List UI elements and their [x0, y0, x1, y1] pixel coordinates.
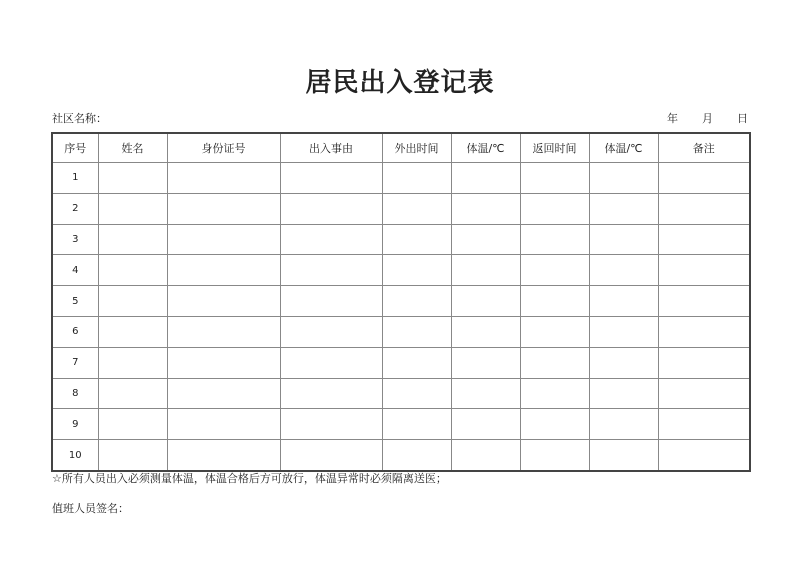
- date-fields: [667, 110, 748, 126]
- table-cell[interactable]: [658, 409, 750, 440]
- table-cell[interactable]: [658, 378, 750, 409]
- table-cell[interactable]: [98, 440, 167, 471]
- row-index: 2: [52, 193, 98, 224]
- column-header-out-time: 外出时间: [382, 133, 451, 163]
- row-index: 8: [52, 378, 98, 409]
- table-cell[interactable]: [98, 193, 167, 224]
- table-cell[interactable]: [98, 378, 167, 409]
- table-cell[interactable]: [520, 163, 589, 194]
- table-cell[interactable]: [167, 378, 280, 409]
- table-cell[interactable]: [520, 316, 589, 347]
- table-row: [52, 440, 750, 471]
- table-cell[interactable]: [451, 193, 520, 224]
- table-cell[interactable]: [658, 255, 750, 286]
- row-index: 10: [52, 440, 98, 471]
- table-row: [52, 224, 750, 255]
- table-cell[interactable]: [280, 347, 382, 378]
- table-cell[interactable]: [589, 409, 658, 440]
- table-cell[interactable]: [382, 163, 451, 194]
- table-cell[interactable]: [451, 378, 520, 409]
- table-cell[interactable]: [167, 163, 280, 194]
- table-cell[interactable]: [451, 163, 520, 194]
- table-cell[interactable]: [280, 255, 382, 286]
- table-cell[interactable]: [589, 347, 658, 378]
- table-cell[interactable]: [589, 163, 658, 194]
- column-header-name: 姓名: [98, 133, 167, 163]
- table-cell[interactable]: [589, 316, 658, 347]
- row-index: 9: [52, 409, 98, 440]
- table-cell[interactable]: [280, 378, 382, 409]
- table-cell[interactable]: [98, 255, 167, 286]
- table-cell[interactable]: [589, 440, 658, 471]
- row-index: 3: [52, 224, 98, 255]
- table-cell[interactable]: [382, 409, 451, 440]
- table-cell[interactable]: [98, 163, 167, 194]
- table-row: [52, 347, 750, 378]
- table-cell[interactable]: [382, 286, 451, 317]
- table-cell[interactable]: [167, 440, 280, 471]
- table-cell[interactable]: [382, 193, 451, 224]
- table-cell[interactable]: [451, 347, 520, 378]
- table-cell[interactable]: [589, 255, 658, 286]
- table-cell[interactable]: [167, 255, 280, 286]
- table-cell[interactable]: [280, 163, 382, 194]
- signature-label: 值班人员签名：: [52, 502, 129, 515]
- table-cell[interactable]: [98, 286, 167, 317]
- table-cell[interactable]: [98, 347, 167, 378]
- column-header-reason: 出入事由: [280, 133, 382, 163]
- table-cell[interactable]: [451, 286, 520, 317]
- table-cell[interactable]: [451, 224, 520, 255]
- table-cell[interactable]: [520, 255, 589, 286]
- column-header-remarks: 备注: [658, 133, 750, 163]
- table-cell[interactable]: [280, 440, 382, 471]
- table-cell[interactable]: [98, 224, 167, 255]
- table-cell[interactable]: [167, 316, 280, 347]
- table-cell[interactable]: [520, 193, 589, 224]
- row-index: 6: [52, 316, 98, 347]
- table-cell[interactable]: [98, 409, 167, 440]
- table-cell[interactable]: [451, 255, 520, 286]
- table-row: [52, 163, 750, 194]
- table-row: [52, 378, 750, 409]
- table-row: [52, 193, 750, 224]
- table-cell[interactable]: [280, 224, 382, 255]
- table-row: [52, 316, 750, 347]
- table-cell[interactable]: [382, 255, 451, 286]
- table-cell[interactable]: [658, 193, 750, 224]
- form-title: 居民出入登记表: [305, 68, 495, 98]
- header-row: [52, 133, 750, 163]
- year-label: 年: [667, 112, 678, 125]
- table-cell[interactable]: [589, 286, 658, 317]
- table-cell[interactable]: [589, 193, 658, 224]
- table-cell[interactable]: [167, 193, 280, 224]
- table-cell[interactable]: [167, 224, 280, 255]
- table-cell[interactable]: [658, 224, 750, 255]
- table-cell[interactable]: [167, 409, 280, 440]
- column-header-return-time: 返回时间: [520, 133, 589, 163]
- table-cell[interactable]: [658, 286, 750, 317]
- table-cell[interactable]: [280, 409, 382, 440]
- day-label: 日: [737, 112, 748, 125]
- row-index: 4: [52, 255, 98, 286]
- table-cell[interactable]: [382, 224, 451, 255]
- table-cell[interactable]: [382, 316, 451, 347]
- row-index: 7: [52, 347, 98, 378]
- table-cell[interactable]: [451, 440, 520, 471]
- table-cell[interactable]: [520, 440, 589, 471]
- table-cell[interactable]: [520, 378, 589, 409]
- table-row: [52, 409, 750, 440]
- table-cell[interactable]: [280, 286, 382, 317]
- row-index: 1: [52, 163, 98, 194]
- register-body: [52, 163, 750, 471]
- table-cell[interactable]: [280, 316, 382, 347]
- column-header-id-number: 身份证号: [167, 133, 280, 163]
- column-header-index: 序号: [52, 133, 98, 163]
- table-cell[interactable]: [382, 440, 451, 471]
- table-cell[interactable]: [520, 409, 589, 440]
- table-cell[interactable]: [658, 163, 750, 194]
- table-cell[interactable]: [167, 347, 280, 378]
- table-cell[interactable]: [658, 316, 750, 347]
- table-cell[interactable]: [98, 316, 167, 347]
- table-cell[interactable]: [451, 409, 520, 440]
- table-cell[interactable]: [382, 347, 451, 378]
- table-cell[interactable]: [520, 224, 589, 255]
- table-cell[interactable]: [589, 224, 658, 255]
- community-name-label: 社区名称：: [52, 112, 107, 125]
- row-index: 5: [52, 286, 98, 317]
- column-header-return-temperature: 体温/℃: [589, 133, 658, 163]
- table-cell[interactable]: [382, 378, 451, 409]
- register-table: [51, 132, 751, 472]
- table-cell[interactable]: [589, 378, 658, 409]
- table-row: [52, 255, 750, 286]
- table-cell[interactable]: [167, 286, 280, 317]
- table-cell[interactable]: [451, 316, 520, 347]
- table-cell[interactable]: [280, 193, 382, 224]
- table-cell[interactable]: [520, 286, 589, 317]
- notice-text: ☆所有人员出入必须测量体温，体温合格后方可放行，体温异常时必须隔离送医；: [52, 472, 447, 485]
- table-cell[interactable]: [658, 440, 750, 471]
- table-cell[interactable]: [658, 347, 750, 378]
- month-label: 月: [702, 112, 713, 125]
- column-header-out-temperature: 体温/℃: [451, 133, 520, 163]
- table-row: [52, 286, 750, 317]
- table-cell[interactable]: [520, 347, 589, 378]
